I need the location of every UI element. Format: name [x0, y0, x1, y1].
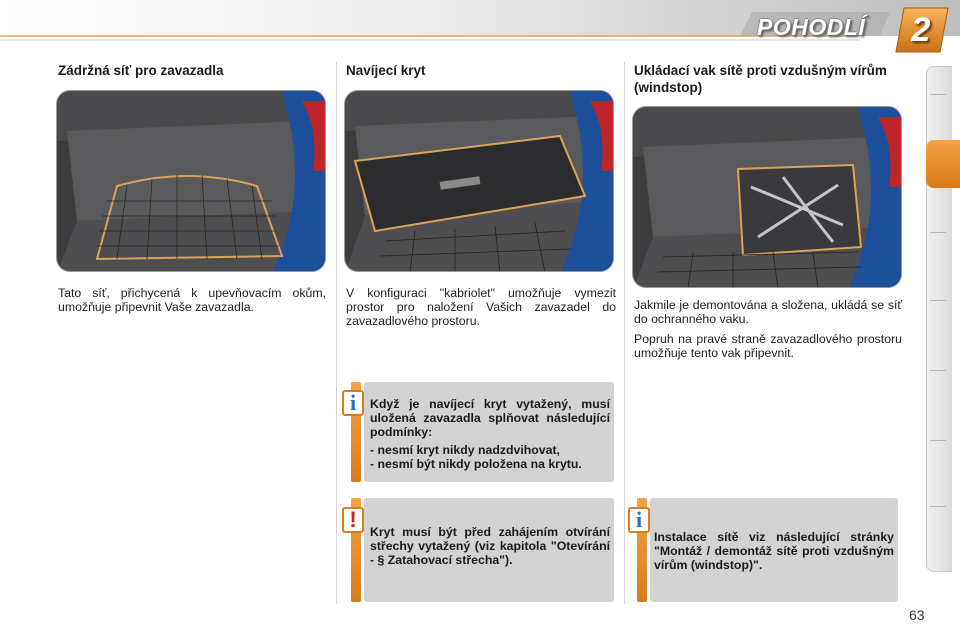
- info-note-cover-text: [370, 397, 610, 475]
- warning-icon: !: [342, 507, 364, 533]
- tab-divider: [930, 300, 946, 301]
- tab-divider: [930, 232, 946, 233]
- chapter-title: POHODLÍ: [757, 14, 866, 40]
- paragraph: Tato síť, přichycená k upevňovacím okům, umožňuje připevnit Vaše zavazadla.: [58, 286, 326, 314]
- note-line: - nesmí být nikdy položena na krytu.: [370, 457, 582, 471]
- warning-note-roof-text: [370, 525, 610, 571]
- note-line: - nesmí kryt nikdy nadzdvihovat,: [370, 443, 560, 457]
- paragraph: Popruh na pravé straně zavazadlového prostoru umožňuje tento vak připevnit.: [634, 332, 902, 360]
- column-divider: [336, 62, 337, 604]
- trunk-cover-photo: [344, 90, 614, 272]
- info-icon: i: [342, 390, 364, 416]
- luggage-net-description: [58, 286, 326, 320]
- paragraph: V konfiguraci "kabriolet" umožňuje vymezit prostor pro naložení Vašich zavazadel do zavazadlového prostoru.: [346, 286, 616, 328]
- tab-divider: [930, 94, 946, 95]
- tab-divider: [930, 506, 946, 507]
- note-line: Kryt musí být před zahájením otvírání střechy vytažený (viz kapitola "Otevírání - § Zatahovací střecha").: [370, 525, 610, 567]
- section-heading-roller-cover: Navíjecí kryt: [346, 63, 426, 78]
- windstop-bag-description: [634, 298, 902, 366]
- note-line: Když je navíjecí kryt vytažený, musí uložená zavazadla splňovat následující podmínky:: [370, 397, 610, 439]
- note-line: Instalace sítě viz následující stránky "Montáž / demontáž sítě proti vzdušným vírům (windstop)".: [654, 530, 894, 572]
- windstop-bag-photo: [632, 106, 902, 288]
- column-divider: [624, 62, 625, 604]
- roller-cover-description: [346, 286, 616, 334]
- page-number: 63: [909, 607, 925, 623]
- chapter-number: 2: [911, 11, 931, 49]
- trunk-net-photo: [56, 90, 326, 272]
- chapter-tab-active[interactable]: [926, 140, 960, 188]
- tab-divider: [930, 370, 946, 371]
- info-note-windstop-text: [654, 530, 894, 576]
- paragraph: Jakmile je demontována a složena, ukládá se síť do ochranného vaku.: [634, 298, 902, 326]
- tab-divider: [930, 440, 946, 441]
- info-icon: i: [628, 507, 650, 533]
- section-heading-luggage-net: Zádržná síť pro zavazadla: [58, 63, 224, 78]
- section-heading-windstop-bag: Ukládací vak sítě proti vzdušným vírům (windstop): [634, 63, 887, 95]
